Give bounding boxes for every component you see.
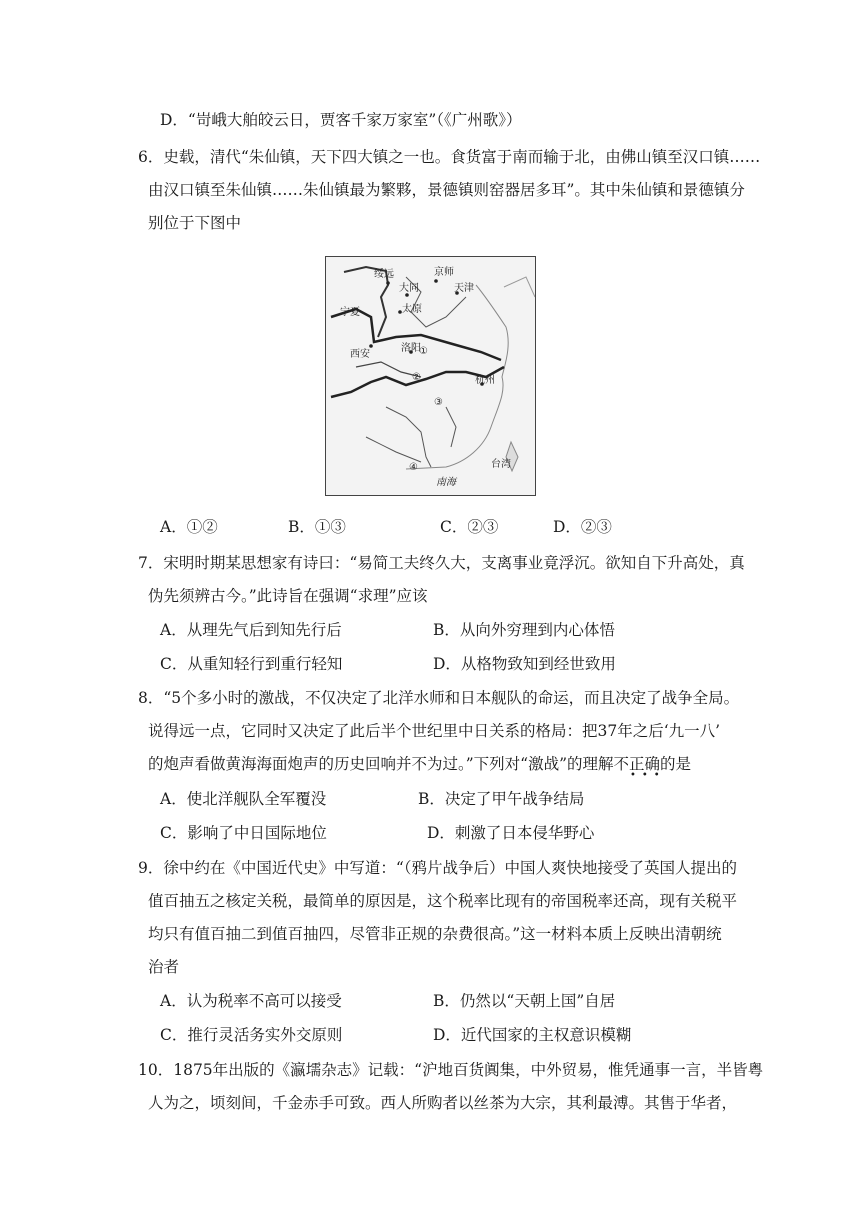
label-luoyang: 洛阳 [401, 343, 421, 354]
q9-stem-line-3: 均只有值百抽二到值百抽四，尽管非正规的杂费很高。”这一材料本质上反映出清朝统 [148, 925, 722, 943]
q7-option-a: A．从理先气后到知先行后 [160, 621, 342, 639]
marker-4: ④ [409, 462, 418, 473]
q6-stem-line-1: 6．史载，清代“朱仙镇，天下四大镇之一也。食货富于南而输于北，由佛山镇至汉口镇…… [138, 148, 761, 166]
marker-2: ② [412, 372, 421, 383]
q5-option-d: D．“岢峨大舶皎云日，贾客千家万家室”（《广州歌》） [160, 111, 522, 129]
q8-stem-line-1: 8．“5个多小时的激战，不仅决定了北洋水师和日本舰队的命运，而且决定了战争全局。 [138, 689, 740, 707]
q6-option-d: D．②③ [553, 518, 612, 536]
label-datong: 大同 [399, 283, 419, 294]
label-suiyuan: 绥远 [374, 269, 394, 280]
q8-option-d: D．刺激了日本侵华野心 [427, 824, 595, 842]
q9-stem-line-4: 治者 [148, 958, 180, 976]
q6-stem-line-3: 别位于下图中 [148, 214, 242, 232]
q9-stem-line-2: 值百抽五之核定关税，最简单的原因是，这个税率比现有的帝国税率还高，现有关税平 [148, 892, 738, 910]
marker-1: ① [419, 346, 428, 357]
q10-stem-line-2: 人为之，顷刻间，千金赤手可致。西人所购者以丝茶为大宗，其利最溥。其售于华者， [148, 1094, 738, 1112]
map-svg [326, 257, 535, 495]
q7-option-c: C．从重知轻行到重行轻知 [160, 655, 343, 673]
label-nanhai: 南海 [436, 477, 456, 488]
q8-option-c: C．影响了中日国际地位 [160, 824, 327, 842]
q7-option-b: B．从向外穷理到内心体悟 [433, 621, 615, 639]
q6-option-b: B．①③ [288, 518, 346, 536]
label-taiyuan: 太原 [402, 304, 422, 315]
q10-stem-line-1: 10．1875年出版的《瀛壖杂志》记载：“沪地百货阗集，中外贸易，惟凭通事一言，半皆粤 [138, 1061, 764, 1079]
emphasis-dots: ••• [630, 770, 666, 781]
q8-option-b: B．决定了甲午战争结局 [418, 790, 585, 808]
label-xian: 西安 [350, 349, 370, 360]
q8-stem-line-3: 的炮声看做黄海海面炮声的历史回响并不为过。”下列对“激战”的理解不正确的是 [148, 755, 692, 773]
q7-stem-line-1: 7．宋明时期某思想家有诗曰：“易简工夫终久大，支离事业竟浮沉。欲知自下升高处，真 [138, 554, 745, 572]
label-tianjin: 天津 [454, 283, 474, 294]
q7-stem-line-2: 伪先须辨古今。”此诗旨在强调“求理”应该 [148, 587, 428, 605]
label-ningxia: 宁夏 [340, 307, 360, 318]
q9-option-b: B．仍然以“天朝上国”自居 [433, 992, 616, 1010]
q6-stem-line-2: 由汉口镇至朱仙镇……朱仙镇最为繁夥，景德镇则窑器居多耳”。其中朱仙镇和景德镇分 [148, 181, 745, 199]
q9-option-d: D．近代国家的主权意识模糊 [433, 1026, 632, 1044]
q9-stem-line-1: 9．徐中约在《中国近代史》中写道：“（鸦片战争后）中国人爽快地接受了英国人提出的 [138, 859, 738, 877]
q8-option-a: A．使北洋舰队全军覆没 [160, 790, 327, 808]
qing-map-figure [325, 256, 536, 496]
marker-3: ③ [434, 397, 443, 408]
q6-option-c: C．②③ [440, 518, 499, 536]
q9-option-a: A．认为税率不高可以接受 [160, 992, 342, 1010]
label-hangzhou: 杭州 [475, 375, 495, 386]
q9-option-c: C．推行灵活务实外交原则 [160, 1026, 343, 1044]
q7-option-d: D．从格物致知到经世致用 [433, 655, 616, 673]
label-jingshi: 京师 [434, 267, 454, 278]
q6-option-a: A．①② [160, 518, 218, 536]
label-taiwan: 台湾 [491, 459, 511, 470]
q8-stem-line-2: 说得远一点，它同时又决定了此后半个世纪里中日关系的格局：把37年之后‘九一八’ [148, 722, 721, 740]
